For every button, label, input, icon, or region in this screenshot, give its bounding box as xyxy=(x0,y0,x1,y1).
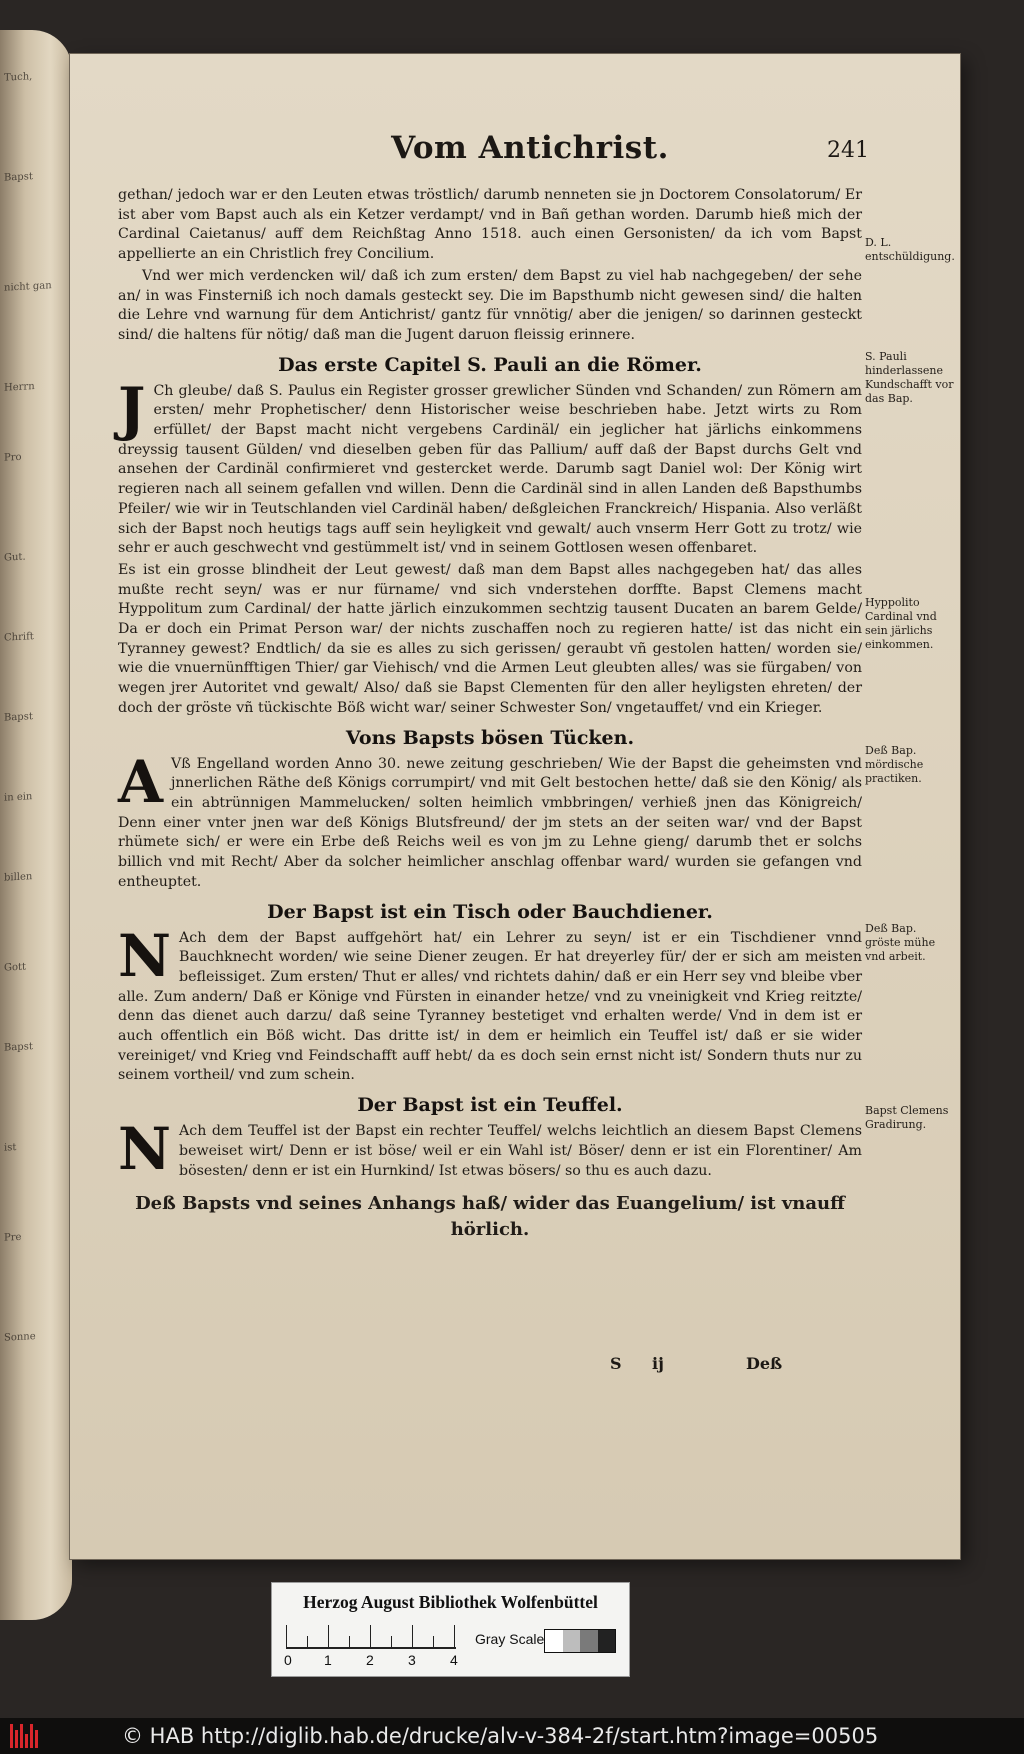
section-paragraph: Es ist ein grosse blindheit der Leut gewest/ daß man dem Bapst alles nachgegeben hat/ das alles mußte recht seyn/ was er nur fürname/ vnd sich vnderstehen dorffte. Bapst Clemens macht Hyppolitum zum Cardinal/ der hatte järlich einzukommen sechtzig tausent Ducaten an barem Gelde/ Da er doch ein Primat Person war/ der nichts zuschaffen noch zu regieren hatte/ ist das nicht ein Tyranney gewest? Endtlich/ da sie es alles zu sich gerissen/ geraubt vñ gestolen hatten/ worden sie/ wie die vnuernünfftigen Thier/ gar Viehisch/ vnd die Armen Leut gleubten alles/ was sie fürgaben/ von wegen jrer Autoritet vnd gewalt/ Also/ daß sie Bapst Clementen für den aller heyligsten ehreten/ der doch der gröste vñ tückischte Böß wicht war/ seiner Schwester Son/ vngetauffet/ vnd ein Krieger. xyxy=(118,561,862,716)
grayscale-label: Gray Scale xyxy=(475,1631,545,1647)
running-head-title: Vom Antichrist. xyxy=(391,130,669,166)
body-text xyxy=(118,186,862,1243)
marginal-note: Deß Bap. gröste mühe vnd arbeit. xyxy=(865,922,936,963)
facing-page-fragment: ist xyxy=(4,1142,17,1154)
paragraph-text: Ach dem Teuffel ist der Bapst ein rechter Teuffel/ welchs leichtlich an diesem Bapst Clemens beweiset wirt/ Denn er ist böse/ weil er ein Wahl ist/ Böser/ denn er ist ein Florentiner/ Am bösesten/ denn er ist ein Hurnkind/ Ist etwas bösers/ so thu es auch dazu. xyxy=(179,1123,862,1179)
gray-swatch xyxy=(598,1630,616,1652)
drop-cap: J xyxy=(118,374,146,443)
facing-page-fragment: Bapst xyxy=(4,171,33,184)
ruler-tick xyxy=(412,1625,413,1647)
paragraph-text: Ach dem der Bapst auffgehört hat/ ein Lehrer zu seyn/ ist er ein Tischdiener vnnd Bauchknecht worden/ wie seine Diener zeugen. Er hat dreyerley für/ der er sich am meisten befleissiget. Zum ersten/ Thut er alles/ vnd richtets dahin/ daß er ein Herr sey vnd bleibe vber alle. Zum andern/ Daß er Könige vnd Fürsten in einander hetze/ vnd zu vneinigkeit vnd Krieg reitzte/ denn das dienet auch darzu/ daß seine Tyranney bestetiget vnd erhalten werde/ Vnd in dem ist er auch offentlich ein Böß wicht. Das dritte ist/ in dem er heimlich ein Teuffel ist/ daß er sie wider vereiniget/ vnd Krieg vnd Feindschafft auff hebt/ da es doch sein ernst nicht ist/ Sondern thuts nur zu seinem vortheil/ vnd zum schein. xyxy=(118,929,862,1084)
ruler-labels xyxy=(284,1652,464,1670)
paragraph-text: Vß Engelland worden Anno 30. newe zeitung geschrieben/ Wie der Bapst die geheimsten vnd jnnerlichen Räthe deß Königs corrumpirt/ vnd mit Gelt bestochen hette/ daß sie den König/ als ein abtrünnigen Mammelucken/ solten heimlich vmbbringen/ verhieß jnen das Königreich/ Denn einer vnter jnen war deß Königs Blutsfreund/ der jm stets an der seiten war/ vnd der Bapst rhümete sich/ er were ein Erbe deß Reichs weil es von jm zu Lehne gieng/ darumb thet er solchs billich vnd mit Recht/ Aber da solcher heimlicher anschlag offenbar ward/ wurden sie gefangen vnd entheuptet. xyxy=(118,755,862,890)
drop-cap: A xyxy=(118,747,164,816)
ruler-tick xyxy=(433,1636,434,1647)
marginal-note: S. Pauli hinderlassene Kundschafft vor das Bap. xyxy=(865,350,954,405)
ruler-tick xyxy=(454,1625,455,1647)
signature-number: ij xyxy=(652,1354,664,1373)
facing-page-fragment: Bapst xyxy=(4,1041,33,1054)
closing-heading: Deß Bapsts vnd seines Anhangs haß/ wider das Euangelium/ ist vnauff hörlich. xyxy=(135,1193,845,1241)
ruler-tick xyxy=(370,1625,371,1647)
intro-paragraph: gethan/ jedoch war er den Leuten etwas tröstlich/ darumb nenneten sie jn Doctorem Consolatorum/ Er ist aber vom Bapst auch als ein Ketzer verdampt/ vnd in Bañ gethan worden. Darumb hieß mich der Cardinal Caietanus/ auff dem Reichßtag Anno 1518. auch einen Gersonisten/ da ich vom Bapst appellierte an ein Christlich frey Concilium. xyxy=(118,187,862,263)
paragraph-text: Ch gleube/ daß S. Paulus ein Register grosser grewlicher Sünden vnd Schanden/ zun Römern am ersten/ mehr Prophetischer/ denn Historischer weise beschrieben habe. Jetzt wirts zu Rom erfüllet/ der Bapst macht nicht vergebens Cardinäl/ ein jeglicher hat järlichs einkommens dreyssig tausent Gülden/ vnd dieselben geben für das Pallium/ auff daß der Bapst durchs Gelt vnd ansehen der Cardinäl confirmieret vnd gestercket werde. Darumb sagt Daniel wol: Der König wirt regieren nach all seinem gefallen vnd willen. Denn die Cardinäl sind in allen Landen deß Bapsthumbs Pfeiler/ wie wir in Teutschlanden viel Cardinäl haben/ deßgleichen Franckreich/ Hispania. Also verläßt sich der Bapst noch heutigs tags auff sein heyligkeit vnd gewalt/ auch vnserm Herr Gott zu trotz/ wie sehr er auch geschwecht vnd gestümmelt ist/ vnd in seinem Gottlosen wesen offenbaret. xyxy=(118,382,862,557)
section-paragraph xyxy=(118,1115,862,1184)
ruler-label: 1 xyxy=(324,1652,332,1668)
drop-cap: N xyxy=(118,921,172,990)
facing-page-fragment: Bapst xyxy=(4,711,33,724)
drop-cap: N xyxy=(118,1115,172,1184)
facing-page-fragment: billen xyxy=(4,871,33,884)
marginal-note: Hyppolito Cardinal vnd sein järlichs einkommen. xyxy=(865,596,937,651)
marginal-note: D. L. entschüldigung. xyxy=(865,236,955,263)
scanned-page xyxy=(70,54,960,1559)
facing-page-fragment: in ein xyxy=(4,791,33,804)
section-paragraph xyxy=(118,374,862,559)
section-heading: Das erste Capitel S. Pauli an die Römer. xyxy=(278,353,702,376)
catchword: Deß xyxy=(746,1354,783,1373)
facing-page-fragment: Herrn xyxy=(4,381,35,394)
section-heading: Vons Bapsts bösen Tücken. xyxy=(345,726,635,749)
section-paragraph xyxy=(118,747,862,893)
facing-page-fragment: Gott xyxy=(4,961,27,974)
ruler-tick xyxy=(391,1636,392,1647)
ruler-tick xyxy=(286,1625,287,1647)
page-number: 241 xyxy=(827,138,869,163)
grayscale-swatches xyxy=(544,1629,616,1653)
ruler-tick xyxy=(307,1636,308,1647)
ruler-label: 4 xyxy=(450,1652,458,1668)
section-paragraph xyxy=(118,921,862,1087)
section-heading: Der Bapst ist ein Teuffel. xyxy=(357,1094,623,1117)
section-heading: Der Bapst ist ein Tisch oder Bauchdiener. xyxy=(267,900,713,923)
gray-swatch xyxy=(563,1630,581,1652)
marginal-note: Bapst Clemens Gradirung. xyxy=(865,1104,949,1131)
gray-swatch xyxy=(580,1630,598,1652)
barcode-logo-icon xyxy=(10,1724,42,1748)
ruler-label: 0 xyxy=(284,1652,292,1668)
library-reference-card xyxy=(271,1582,630,1677)
ruler-tick xyxy=(349,1636,350,1647)
gray-swatch xyxy=(545,1630,563,1652)
facing-page-fragment: Sonne xyxy=(4,1331,36,1344)
library-name: Herzog August Bibliothek Wolfenbüttel xyxy=(303,1592,598,1612)
facing-page-edge xyxy=(0,30,72,1620)
intro-paragraph: Vnd wer mich verdencken wil/ daß ich zum ersten/ dem Bapst zu viel hab nachgegeben/ der sehe an/ in was Finsterniß ich noch damals gesteckt sey. Die im Bapsthumb nicht gewesen sind/ die halten die Lehre vnd warnung für dem Antichrist/ gantz für vnnötig/ aber die jenigen/ so darinnen gesteckt sind/ die haltens für nötig/ daß man die Jugent daruon fleissig erinnere. xyxy=(118,267,862,343)
facing-page-fragment: nicht gan xyxy=(4,280,52,294)
facing-page-fragment: Gut. xyxy=(4,551,26,564)
ruler-label: 3 xyxy=(408,1652,416,1668)
signature-mark: S xyxy=(610,1354,622,1373)
facing-page-fragment: Pre xyxy=(4,1231,22,1244)
status-bar xyxy=(0,1718,1024,1754)
marginal-note: Deß Bap. mördische practiken. xyxy=(865,744,924,785)
facing-page-fragment: Tuch, xyxy=(4,71,33,84)
ruler-tick xyxy=(328,1625,329,1647)
facing-page-fragment: Pro xyxy=(4,451,22,464)
facing-page-fragment: Chrift xyxy=(4,631,34,644)
measurement-ruler xyxy=(286,1625,456,1649)
source-url-text[interactable]: © HAB http://diglib.hab.de/drucke/alv-v-384-2f/start.htm?image=00505 xyxy=(122,1724,879,1748)
ruler-label: 2 xyxy=(366,1652,374,1668)
